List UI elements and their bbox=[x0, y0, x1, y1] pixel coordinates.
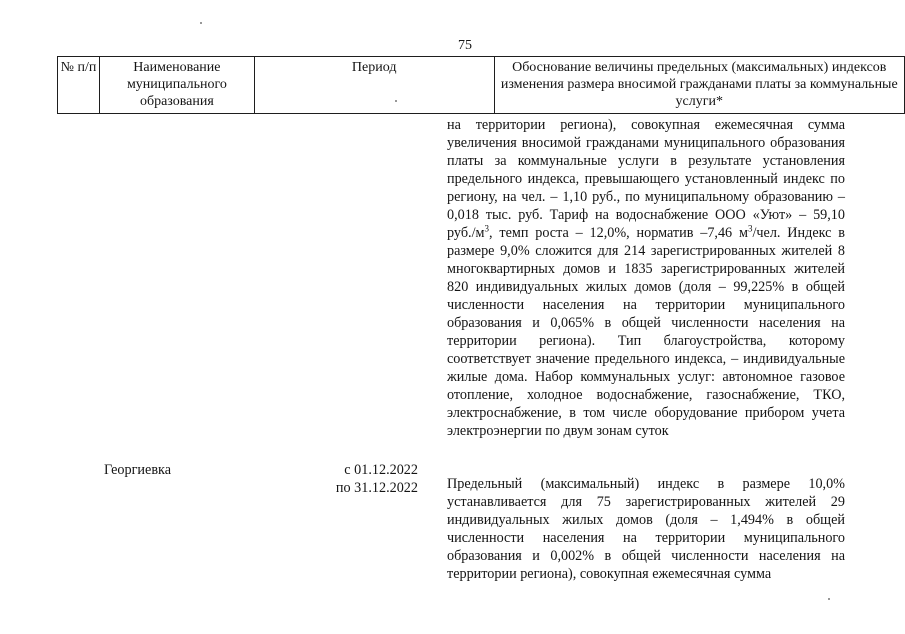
row-justification bbox=[447, 461, 845, 597]
row-justification-paragraph: Предельный (максимальный) индекс в размере 10,0% устанавливается для 75 зарегистрированных жителей 29 индивидуальных жилых домов (доля – 1,494% в общей численности населения на территории муниципального образования и 0,002% в общей численности населения на территории региона), совокупная ежемесячная сумма bbox=[447, 476, 845, 583]
table-header bbox=[57, 56, 905, 114]
continuation-justification bbox=[447, 116, 845, 440]
header-col-no: № п/п bbox=[58, 57, 100, 114]
continuation-text-3: /чел. Индекс в размере 9,0% сложится для 214 зарегистрированных жителей 8 многоквартирных домов и 1835 зарегистрированных жителей 820 индивидуальных жилых домов (доля – 99,225% в общей численности населения на территории муниципального образования и 0,065% в общей численности населения на территории региона). Тип благоустройства, которому соответствует значение предельного индекса, – индивидуальные жилые дома. Набор коммунальных услуг: автономное газовое отопление, холодное водоснабжение, газоснабжение, ТКО, электроснабжение, в том числе оборудование прибором учета электроэнергии по двум зонам суток bbox=[447, 225, 845, 439]
header-col-name: Наименование муниципального образования bbox=[99, 57, 254, 114]
superscript-1: 3 bbox=[484, 223, 489, 234]
row-municipality-name: Георгиевка bbox=[104, 462, 171, 478]
row-period bbox=[300, 461, 418, 497]
continuation-paragraph bbox=[447, 116, 845, 440]
period-from: с 01.12.2022 bbox=[344, 462, 418, 478]
scan-speck bbox=[828, 598, 830, 600]
continuation-text-1: на территории региона), совокупная ежемесячная сумма увеличения вносимой гражданами муниципального образования платы за коммунальные услуги в результате установления предельного индекса, превышающего установленный индекс по региону, на чел. – 1,10 руб., по муниципальному образованию – 0,018 тыс. руб. Тариф на водоснабжение ООО «Уют» – 59,10 руб./м bbox=[447, 117, 845, 241]
header-col-period: Период bbox=[254, 57, 494, 114]
scan-speck bbox=[395, 100, 397, 102]
page-number: 75 bbox=[458, 38, 472, 53]
table-header-row bbox=[58, 57, 905, 114]
scan-speck bbox=[200, 22, 202, 24]
continuation-text-2: , темп роста – 12,0%, норматив –7,46 м bbox=[489, 225, 748, 241]
superscript-2: 3 bbox=[747, 223, 753, 234]
period-to: по 31.12.2022 bbox=[335, 480, 418, 496]
header-col-justification: Обоснование величины предельных (максимальных) индексов изменения размера вносимой гражданами платы за коммунальные услуги* bbox=[494, 57, 904, 114]
